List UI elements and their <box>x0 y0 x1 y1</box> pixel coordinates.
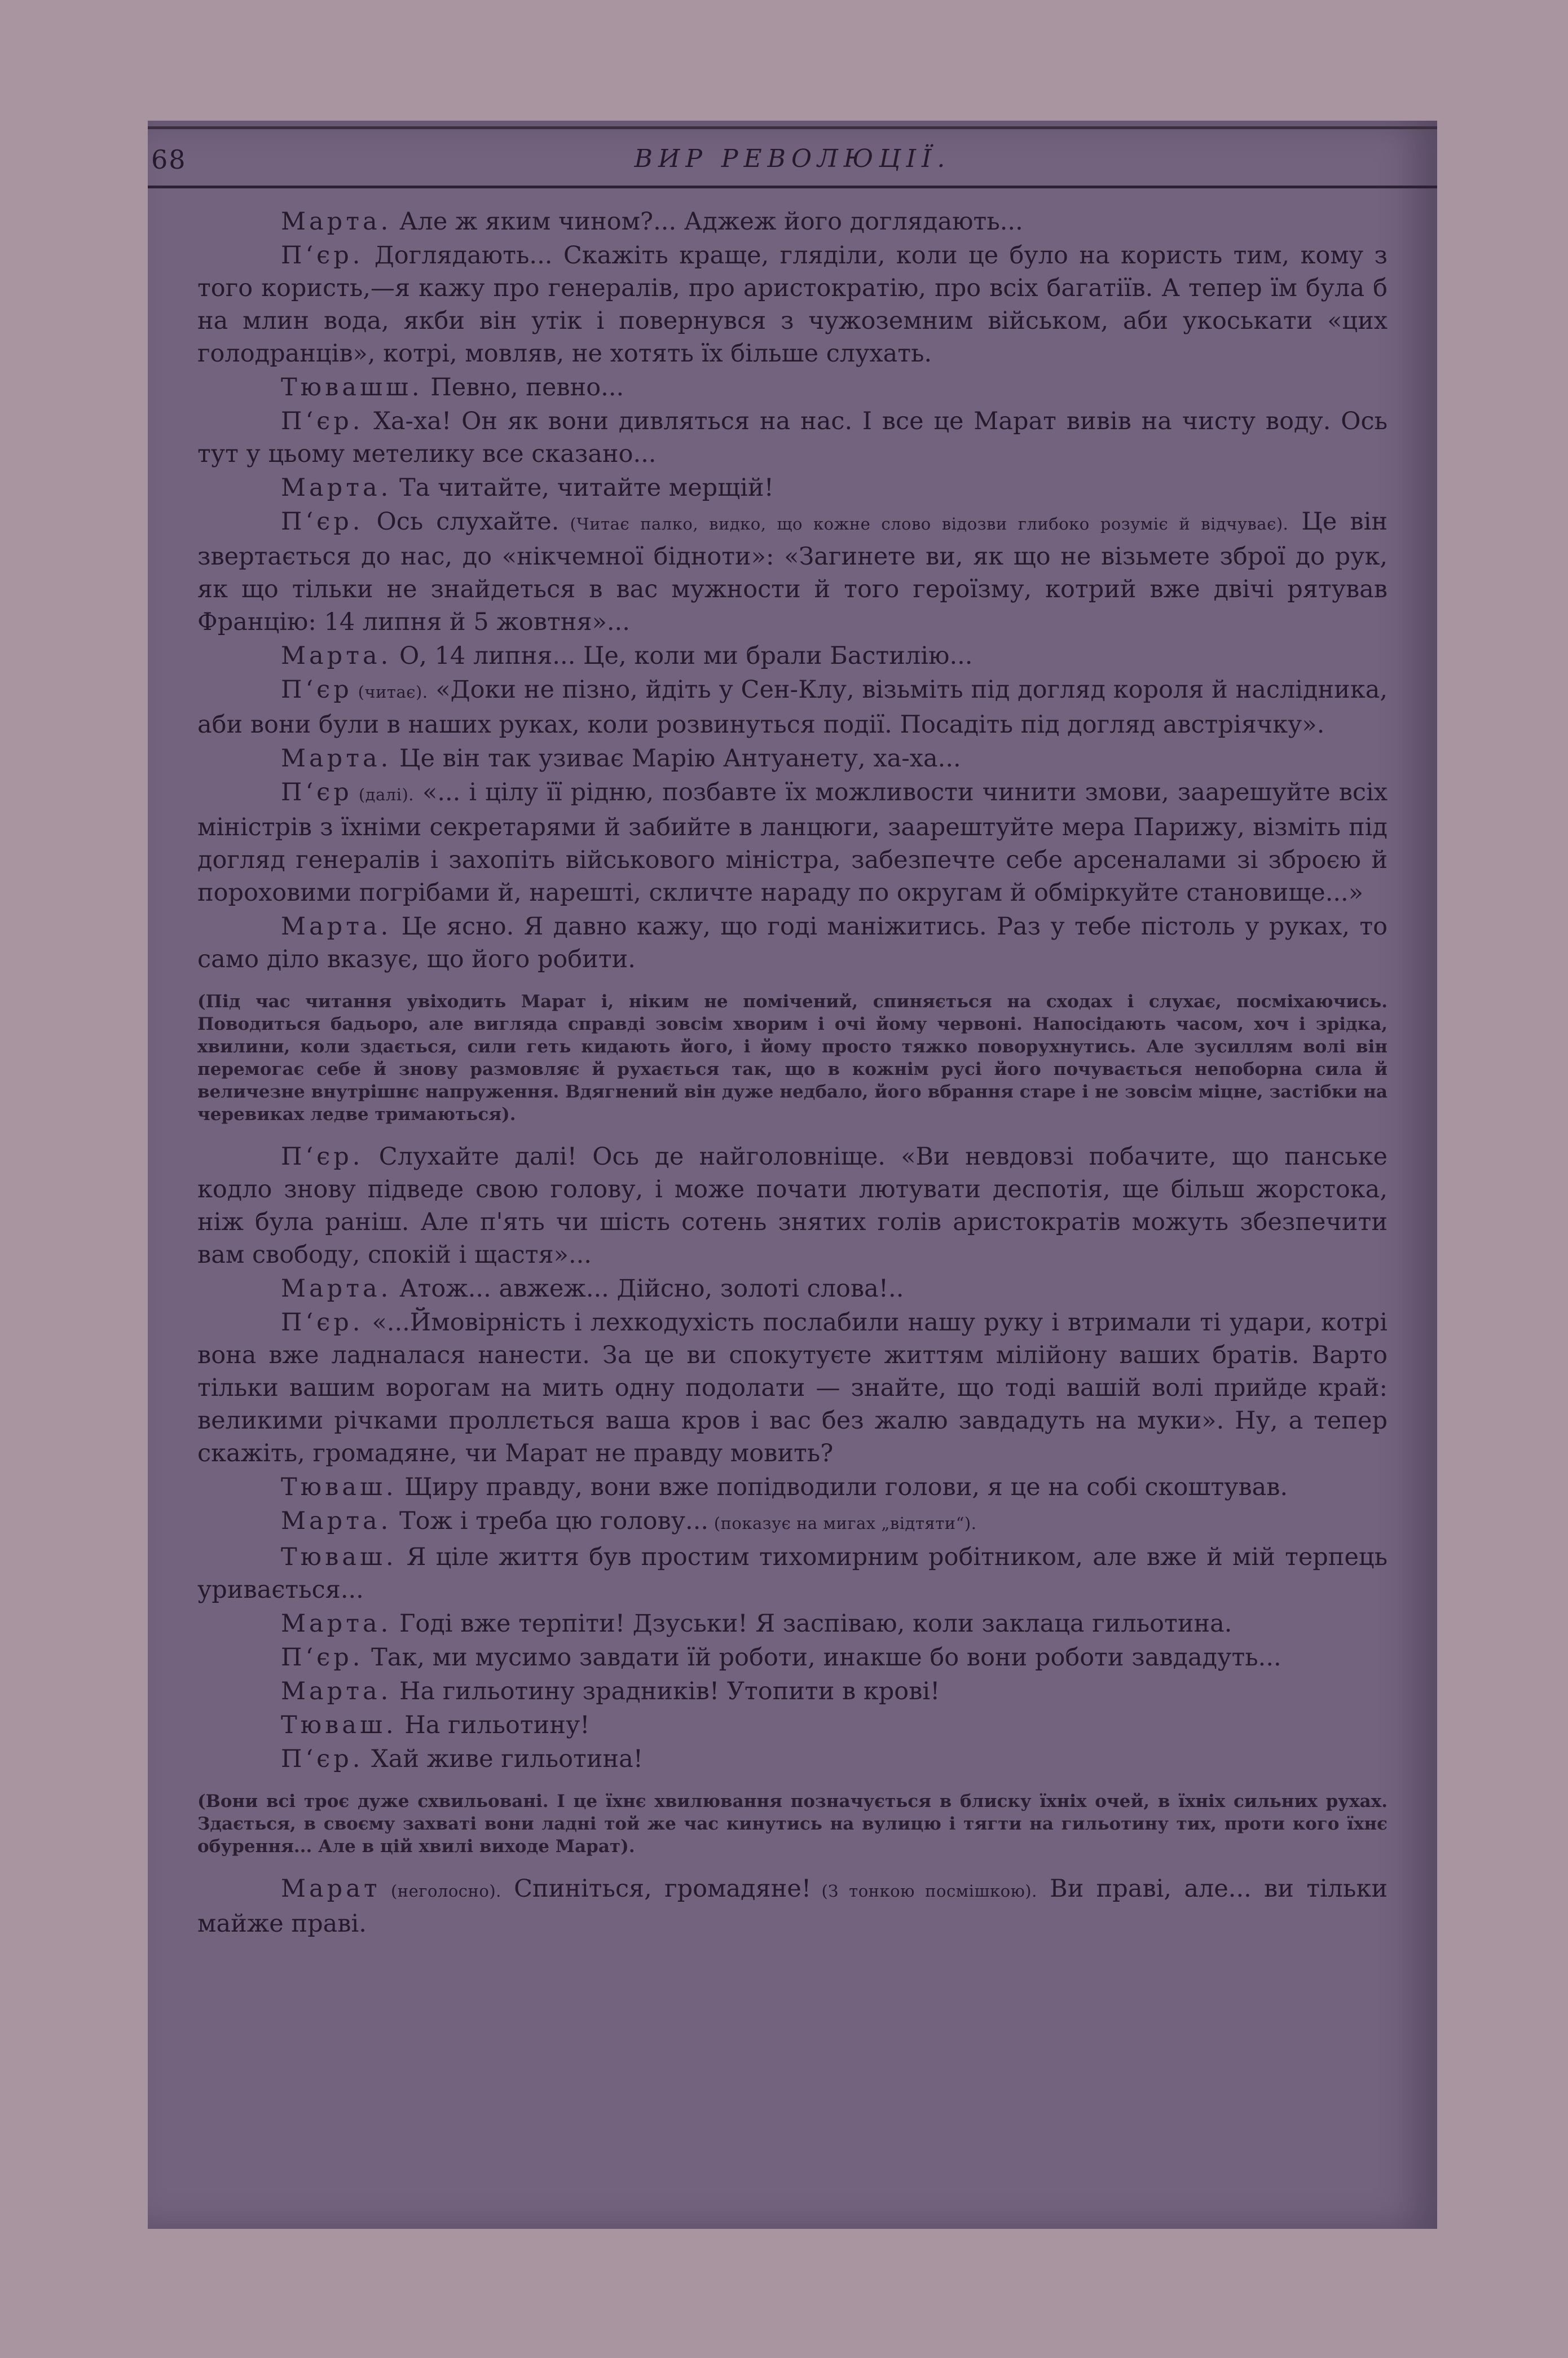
speaker-name: П‘єр. <box>281 241 364 270</box>
dialogue-line <box>197 1872 1388 1940</box>
dialogue-line <box>197 405 1388 470</box>
stage-direction: (Читає палко, видко, що кожне слово відозви глибоко розуміє й відчуває). <box>559 514 1289 534</box>
dialogue-line <box>197 371 1388 404</box>
dialogue-text: Щиру правду, вони вже попідводили голови, я це на собі скоштував. <box>397 1473 1288 1501</box>
dialogue-text: «...Ймовірність і лехкодухість послабили нашу руку і втримали ті удари, котрі вона вже ладналася нанести. За це ви спокутуєте життям мілійону ваших братів. Варто тільки вашим ворогам на мить одну подолати — знайте, що тоді вашій волі прийде край: великими річками проллється ваша кров і вас без жалю завдадуть на муки». Ну, а тепер скажіть, громадяне, чи Марат не правду мовить? <box>197 1308 1388 1467</box>
speaker-name: Марта. <box>281 474 392 502</box>
speaker-name: Тюваш. <box>281 1543 397 1571</box>
page-number: 68 <box>151 144 187 175</box>
dialogue-line <box>197 910 1388 976</box>
dialogue-text: Певно, певно... <box>422 373 624 402</box>
dialogue-line <box>197 1641 1388 1674</box>
dialogue-text: Атож... авжеж... Дійсно, золоті слова!.. <box>391 1275 904 1303</box>
speaker-name: Марта. <box>281 1610 392 1638</box>
speaker-name: П‘єр. <box>281 1308 364 1337</box>
stage-direction: (показує на мигах „відтяти“). <box>708 1514 977 1533</box>
dialogue-line <box>197 1505 1388 1540</box>
speaker-name: Марта. <box>281 208 392 236</box>
speaker-name: П‘єр. <box>281 407 364 435</box>
book-page <box>148 121 1437 2229</box>
speaker-name: П‘єр. <box>281 508 364 536</box>
speaker-name: П‘єр. <box>281 1745 364 1773</box>
dialogue-text: Спиніться, громадяне! <box>501 1875 812 1903</box>
speaker-name: Марта. <box>281 744 392 773</box>
speaker-name: П‘єр. <box>281 1143 364 1171</box>
dialogue-line <box>197 1272 1388 1305</box>
speaker-name: Тювашш. <box>281 373 423 402</box>
dialogue-line <box>197 239 1388 370</box>
dialogue-text: Це він звертається до нас, до «нікчемної бідноти»: «Загинете ви, як що не візьмете зброї до рук, як що тільки не знайдеться в вас мужности й того героїзму, котрий вже двічі рятував Францію: 14 липня й 5 жовтня»... <box>197 508 1388 636</box>
dialogue-line <box>197 205 1388 238</box>
dialogue-text: Ви праві, але... ви тільки майже праві. <box>197 1875 1388 1938</box>
dialogue-line <box>197 742 1388 775</box>
running-title: ВИР РЕВОЛЮЦІЇ. <box>634 144 951 173</box>
dialogue-text: Доглядають... Скажіть краще, гляділи, коли це було на користь тим, кому з того користь,—я кажу про генералів, про аристократію, про всіх багатіїв. А тепер їм була б на млин вода, якби він утік і повернувся з чужоземним військом, аби укоськати «цих голодранців», котрі, мовляв, не хотять їх більше слухать. <box>197 241 1388 368</box>
dialogue-text: Ха-ха! Он як вони дивляться на нас. І все це Марат вивів на чисту воду. Ось тут у цьому метелику все сказано... <box>197 407 1388 468</box>
dialogue-text: Та читайте, читайте мерщій! <box>391 474 774 502</box>
speaker-name: Марат <box>281 1875 381 1903</box>
dialogue-text: Це ясно. Я давно кажу, що годі маніжитись. Раз у тебе пістоль у руках, то само діло вказує, що його робити. <box>197 913 1388 973</box>
dialogue-text: О, 14 липня... Це, коли ми брали Бастилію... <box>391 642 973 670</box>
stage-direction: (неголосно). <box>380 1881 501 1901</box>
dialogue-line <box>197 1306 1388 1470</box>
dialogue-text: Хай живе гильотина! <box>363 1745 644 1773</box>
speaker-name: Тюваш. <box>281 1711 397 1739</box>
speaker-name: Марта. <box>281 1275 392 1303</box>
dialogue-line <box>197 505 1388 638</box>
dialogue-line <box>197 471 1388 504</box>
dialogue-line <box>197 1607 1388 1640</box>
dialogue-text: Я ціле життя був простим тихомирним робітником, але вже й мій терпець уривається... <box>197 1543 1388 1604</box>
dialogue-line <box>197 776 1388 909</box>
dialogue-line <box>197 1743 1388 1775</box>
speaker-name: П‘єр. <box>281 1643 364 1672</box>
dialogue-text: Тож і треба цю голову... <box>391 1507 709 1535</box>
speaker-name: Марта. <box>281 913 392 941</box>
speaker-name: П‘єр <box>281 778 353 806</box>
dialogue-text: Це він так узиває Марію Антуанету, ха-ха... <box>391 744 961 773</box>
dialogue-text: «Доки не пізно, йдіть у Сен-Клу, візьміть під догляд короля й наслідника, аби вони були в наших руках, коли розвинуться події. Посадіть під догляд австріячку». <box>197 676 1388 739</box>
stage-direction: (далі). <box>352 785 415 804</box>
stage-direction-block: (Під час читання увіходить Марат і, ніким не помічений, спиняється на сходах і слухає, посміхаючись. Поводиться бадьоро, але вигляда справді зовсім хворим і очі йому червоні. Напосідають часом, хоч і зрідка, хвилини, коли здається, сили геть кидають його, і йому просто тяжко поворухнутись. Але зусиллям волі він перемогає себе й знову размовляє й рухається так, що в кожнім русі його почувається непоборна сила й величезне внутрішнє напруження. Вдягнений він дуже недбало, його вбрання старе і не зовсім міцне, застібки на черевиках ледве тримаються). <box>197 991 1388 1125</box>
speaker-name: Марта. <box>281 1507 392 1535</box>
header-rule <box>148 126 1437 129</box>
play-text <box>197 205 1388 1941</box>
dialogue-line <box>197 1675 1388 1708</box>
speaker-name: Марта. <box>281 1677 392 1705</box>
stage-direction: (читає). <box>352 682 428 702</box>
dialogue-line <box>197 640 1388 672</box>
speaker-name: Марта. <box>281 642 392 670</box>
dialogue-text: Годі вже терпіти! Дзуськи! Я заспіваю, коли заклаца гильотина. <box>391 1610 1232 1638</box>
dialogue-text: На гильотину! <box>397 1711 590 1739</box>
dialogue-text: Слухайте далі! Ось де найголовніще. «Ви невдовзі побачите, що панське кодло знову підведе свою голову, і може почати лютувати деспотія, ще більш жорстока, ніж була раніш. Але п'ять чи шість сотень знятих голів аристократів можуть збезпечити вам свободу, спокій і щастя»... <box>197 1143 1388 1269</box>
stage-direction-block: (Вони всі троє дуже схвильовані. І це їхнє хвилювання позначується в блиску їхніх очей, в їхніх сильних рухах. Здається, в своєму захваті вони ладні той же час кинутись на вулицю і тягти на гильотину тих, проти кого їхнє обурення... Але в цій хвилі виходе Марат). <box>197 1791 1388 1857</box>
speaker-name: П‘єр <box>281 676 353 704</box>
dialogue-text: Але ж яким чином?... Аджеж його доглядають... <box>391 208 1023 236</box>
stage-direction: (З тонкою посмішкою). <box>811 1881 1037 1901</box>
dialogue-line <box>197 1709 1388 1742</box>
speaker-name: Тюваш. <box>281 1473 397 1501</box>
dialogue-text: «... і цілу її рідню, позбавте їх можливости чинити змови, заарешуйте всіх міністрів з їхніми секретарями й забийте в ланцюги, заарештуйте мера Парижу, візміть під догляд генералів і захопіть військового міністра, забезпечте себе арсеналами зі зброєю й пороховими погрібами й, нарешті, скличте нараду по округам й обміркуйте становище...» <box>197 778 1388 907</box>
page-header <box>148 121 1437 188</box>
dialogue-line <box>197 673 1388 741</box>
dialogue-text: Ось слухайте. <box>363 508 560 536</box>
dialogue-line <box>197 1140 1388 1271</box>
dialogue-line <box>197 1471 1388 1504</box>
dialogue-line <box>197 1541 1388 1606</box>
dialogue-text: На гильотину зрадників! Утопити в крові! <box>391 1677 940 1705</box>
dialogue-text: Так, ми мусимо завдати їй роботи, инакше бо вони роботи завдадуть... <box>363 1643 1281 1672</box>
